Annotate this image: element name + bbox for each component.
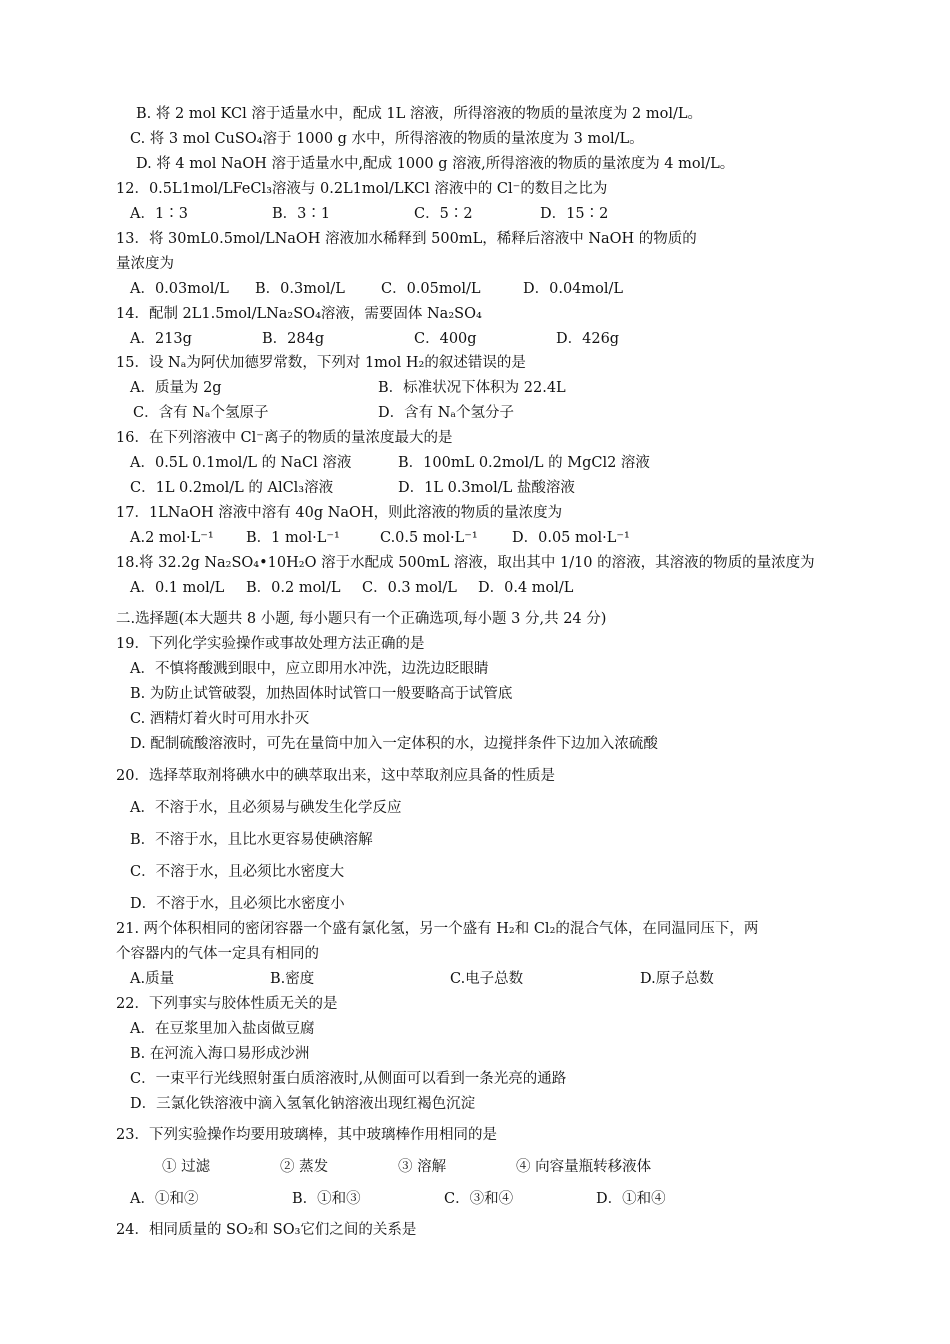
q21-stem: 21. 两个体积相同的密闭容器一个盛有氯化氢，另一个盛有 H₂和 Cl₂的混合气体，在同温同压下，两 bbox=[116, 921, 759, 937]
q23-op-4: ④ 向容量瓶转移液体 bbox=[516, 1159, 652, 1175]
q21-options bbox=[130, 969, 714, 989]
q15-option-b: B．标准状况下体积为 22.4L bbox=[378, 380, 566, 396]
q19-option-d: D. 配制硫酸溶液时，可先在量筒中加入一定体积的水，边搅拌条件下边加入浓硫酸 bbox=[130, 736, 658, 752]
q20-option-c: C．不溶于水，且必须比水密度大 bbox=[130, 864, 345, 880]
q15-option-a: A．质量为 2g bbox=[130, 380, 222, 396]
q16-option-b: B．100mL 0.2mol/L 的 MgCl2 溶液 bbox=[398, 455, 650, 471]
q23-op-2: ② 蒸发 bbox=[280, 1159, 329, 1175]
q21-stem-cont: 个容器内的气体一定具有相同的 bbox=[116, 946, 319, 962]
q19-option-c: C. 酒精灯着火时可用水扑灭 bbox=[130, 711, 310, 727]
q21-option-b: B.密度 bbox=[270, 971, 315, 987]
q15-option-d: D．含有 Nₐ个氢分子 bbox=[378, 405, 515, 421]
q18-option-b: B．0.2 mol/L bbox=[246, 580, 341, 596]
q23-op-3: ③ 溶解 bbox=[398, 1159, 447, 1175]
q17-option-c: C.0.5 mol·L⁻¹ bbox=[380, 530, 478, 546]
q12-stem: 12．0.5L1mol/LFeCl₃溶液与 0.2L1mol/LKCl 溶液中的 Cl⁻的数目之比为 bbox=[116, 181, 608, 197]
q12-option-a: A．1∶3 bbox=[130, 206, 188, 222]
q21-option-a: A.质量 bbox=[130, 971, 175, 987]
q13-stem: 13．将 30mL0.5mol/LNaOH 溶液加水稀释到 500mL，稀释后溶液中 NaOH 的物质的 bbox=[116, 231, 697, 247]
q14-options bbox=[130, 329, 619, 349]
q18-options bbox=[130, 578, 573, 598]
q13-stem-cont: 量浓度为 bbox=[116, 256, 174, 272]
q13-option-c: C．0.05mol/L bbox=[381, 281, 481, 297]
q12-option-d: D．15∶2 bbox=[540, 206, 609, 222]
q16-option-a: A．0.5L 0.1mol/L 的 NaCl 溶液 bbox=[130, 455, 352, 471]
q15-stem: 15．设 Nₐ为阿伏加德罗常数，下列对 1mol H₂的叙述错误的是 bbox=[116, 355, 526, 371]
section-2-heading: 二.选择题(本大题共 8 小题, 每小题只有一个正确选项,每小题 3 分,共 24 分) bbox=[116, 611, 607, 627]
q14-stem: 14．配制 2L1.5mol/LNa₂SO₄溶液，需要固体 Na₂SO₄ bbox=[116, 306, 482, 322]
q20-option-a: A．不溶于水，且必须易与碘发生化学反应 bbox=[130, 800, 402, 816]
q11-option-d: D. 将 4 mol NaOH 溶于适量水中,配成 1000 g 溶液,所得溶液的物质的量浓度为 4 mol/L。 bbox=[136, 156, 735, 172]
q19-option-b: B. 为防止试管破裂，加热固体时试管口一般要略高于试管底 bbox=[130, 686, 513, 702]
q19-option-a: A．不慎将酸溅到眼中，应立即用水冲洗，边洗边眨眼睛 bbox=[130, 661, 489, 677]
q17-stem: 17．1LNaOH 溶液中溶有 40g NaOH，则此溶液的物质的量浓度为 bbox=[116, 505, 563, 521]
q17-option-a: A.2 mol·L⁻¹ bbox=[130, 530, 214, 546]
q12-option-b: B．3∶1 bbox=[272, 206, 331, 222]
q13-option-a: A．0.03mol/L bbox=[130, 281, 229, 297]
q15-options-cd bbox=[133, 403, 514, 423]
q23-stem: 23．下列实验操作均要用玻璃棒，其中玻璃棒作用相同的是 bbox=[116, 1127, 497, 1143]
q24-stem: 24．相同质量的 SO₂和 SO₃它们之间的关系是 bbox=[116, 1222, 417, 1238]
q16-options-cd bbox=[130, 478, 575, 498]
q13-option-b: B．0.3mol/L bbox=[255, 281, 345, 297]
q16-option-c: C．1L 0.2mol/L 的 AlCl₃溶液 bbox=[130, 480, 334, 496]
q22-option-a: A．在豆浆里加入盐卤做豆腐 bbox=[130, 1021, 315, 1037]
q23-options bbox=[130, 1189, 666, 1209]
q11-option-b: B. 将 2 mol KCl 溶于适量水中，配成 1L 溶液，所得溶液的物质的量浓度为 2 mol/L。 bbox=[136, 106, 702, 122]
q20-stem: 20．选择萃取剂将碘水中的碘萃取出来，这中萃取剂应具备的性质是 bbox=[116, 768, 555, 784]
q12-option-c: C．5∶2 bbox=[414, 206, 473, 222]
q18-stem: 18.将 32.2g Na₂SO₄•10H₂O 溶于水配成 500mL 溶液，取出其中 1/10 的溶液，其溶液的物质的量浓度为 bbox=[116, 555, 815, 571]
q18-option-d: D．0.4 mol/L bbox=[478, 580, 574, 596]
q20-option-d: D．不溶于水，且必须比水密度小 bbox=[130, 896, 345, 912]
q22-option-c: C．一束平行光线照射蛋白质溶液时,从侧面可以看到一条光亮的通路 bbox=[130, 1071, 567, 1087]
q14-option-b: B．284g bbox=[262, 331, 325, 347]
q18-option-a: A．0.1 mol/L bbox=[130, 580, 225, 596]
q16-stem: 16．在下列溶液中 Cl⁻离子的物质的量浓度最大的是 bbox=[116, 430, 453, 446]
q14-option-d: D．426g bbox=[556, 331, 620, 347]
q15-options-ab bbox=[130, 378, 566, 398]
q18-option-c: C．0.3 mol/L bbox=[362, 580, 457, 596]
q21-option-c: C.电子总数 bbox=[450, 971, 524, 987]
q14-option-c: C．400g bbox=[414, 331, 477, 347]
q14-option-a: A．213g bbox=[130, 331, 192, 347]
q13-options bbox=[130, 279, 623, 299]
q15-option-c: C．含有 Nₐ个氢原子 bbox=[133, 405, 269, 421]
q23-option-c: C．③和④ bbox=[444, 1191, 514, 1207]
q17-option-b: B．1 mol·L⁻¹ bbox=[246, 530, 340, 546]
q22-stem: 22．下列事实与胶体性质无关的是 bbox=[116, 996, 338, 1012]
q22-option-d: D．三氯化铁溶液中滴入氢氧化钠溶液出现红褐色沉淀 bbox=[130, 1096, 476, 1112]
q17-options bbox=[130, 528, 630, 548]
q20-option-b: B．不溶于水，且比水更容易使碘溶解 bbox=[130, 832, 373, 848]
q16-option-d: D．1L 0.3mol/L 盐酸溶液 bbox=[398, 480, 575, 496]
q19-stem: 19．下列化学实验操作或事故处理方法正确的是 bbox=[116, 636, 425, 652]
q13-option-d: D．0.04mol/L bbox=[523, 281, 624, 297]
q23-option-b: B．①和③ bbox=[292, 1191, 361, 1207]
q23-option-a: A．①和② bbox=[130, 1191, 199, 1207]
q12-options bbox=[130, 204, 608, 224]
q23-operations bbox=[162, 1157, 651, 1177]
q22-option-b: B. 在河流入海口易形成沙洲 bbox=[130, 1046, 310, 1062]
q23-option-d: D．①和④ bbox=[596, 1191, 666, 1207]
q23-op-1: ① 过滤 bbox=[162, 1159, 211, 1175]
q21-option-d: D.原子总数 bbox=[640, 971, 714, 987]
q16-options-ab bbox=[130, 453, 650, 473]
q17-option-d: D．0.05 mol·L⁻¹ bbox=[512, 530, 630, 546]
q11-option-c: C. 将 3 mol CuSO₄溶于 1000 g 水中，所得溶液的物质的量浓度为 3 mol/L。 bbox=[130, 131, 644, 147]
